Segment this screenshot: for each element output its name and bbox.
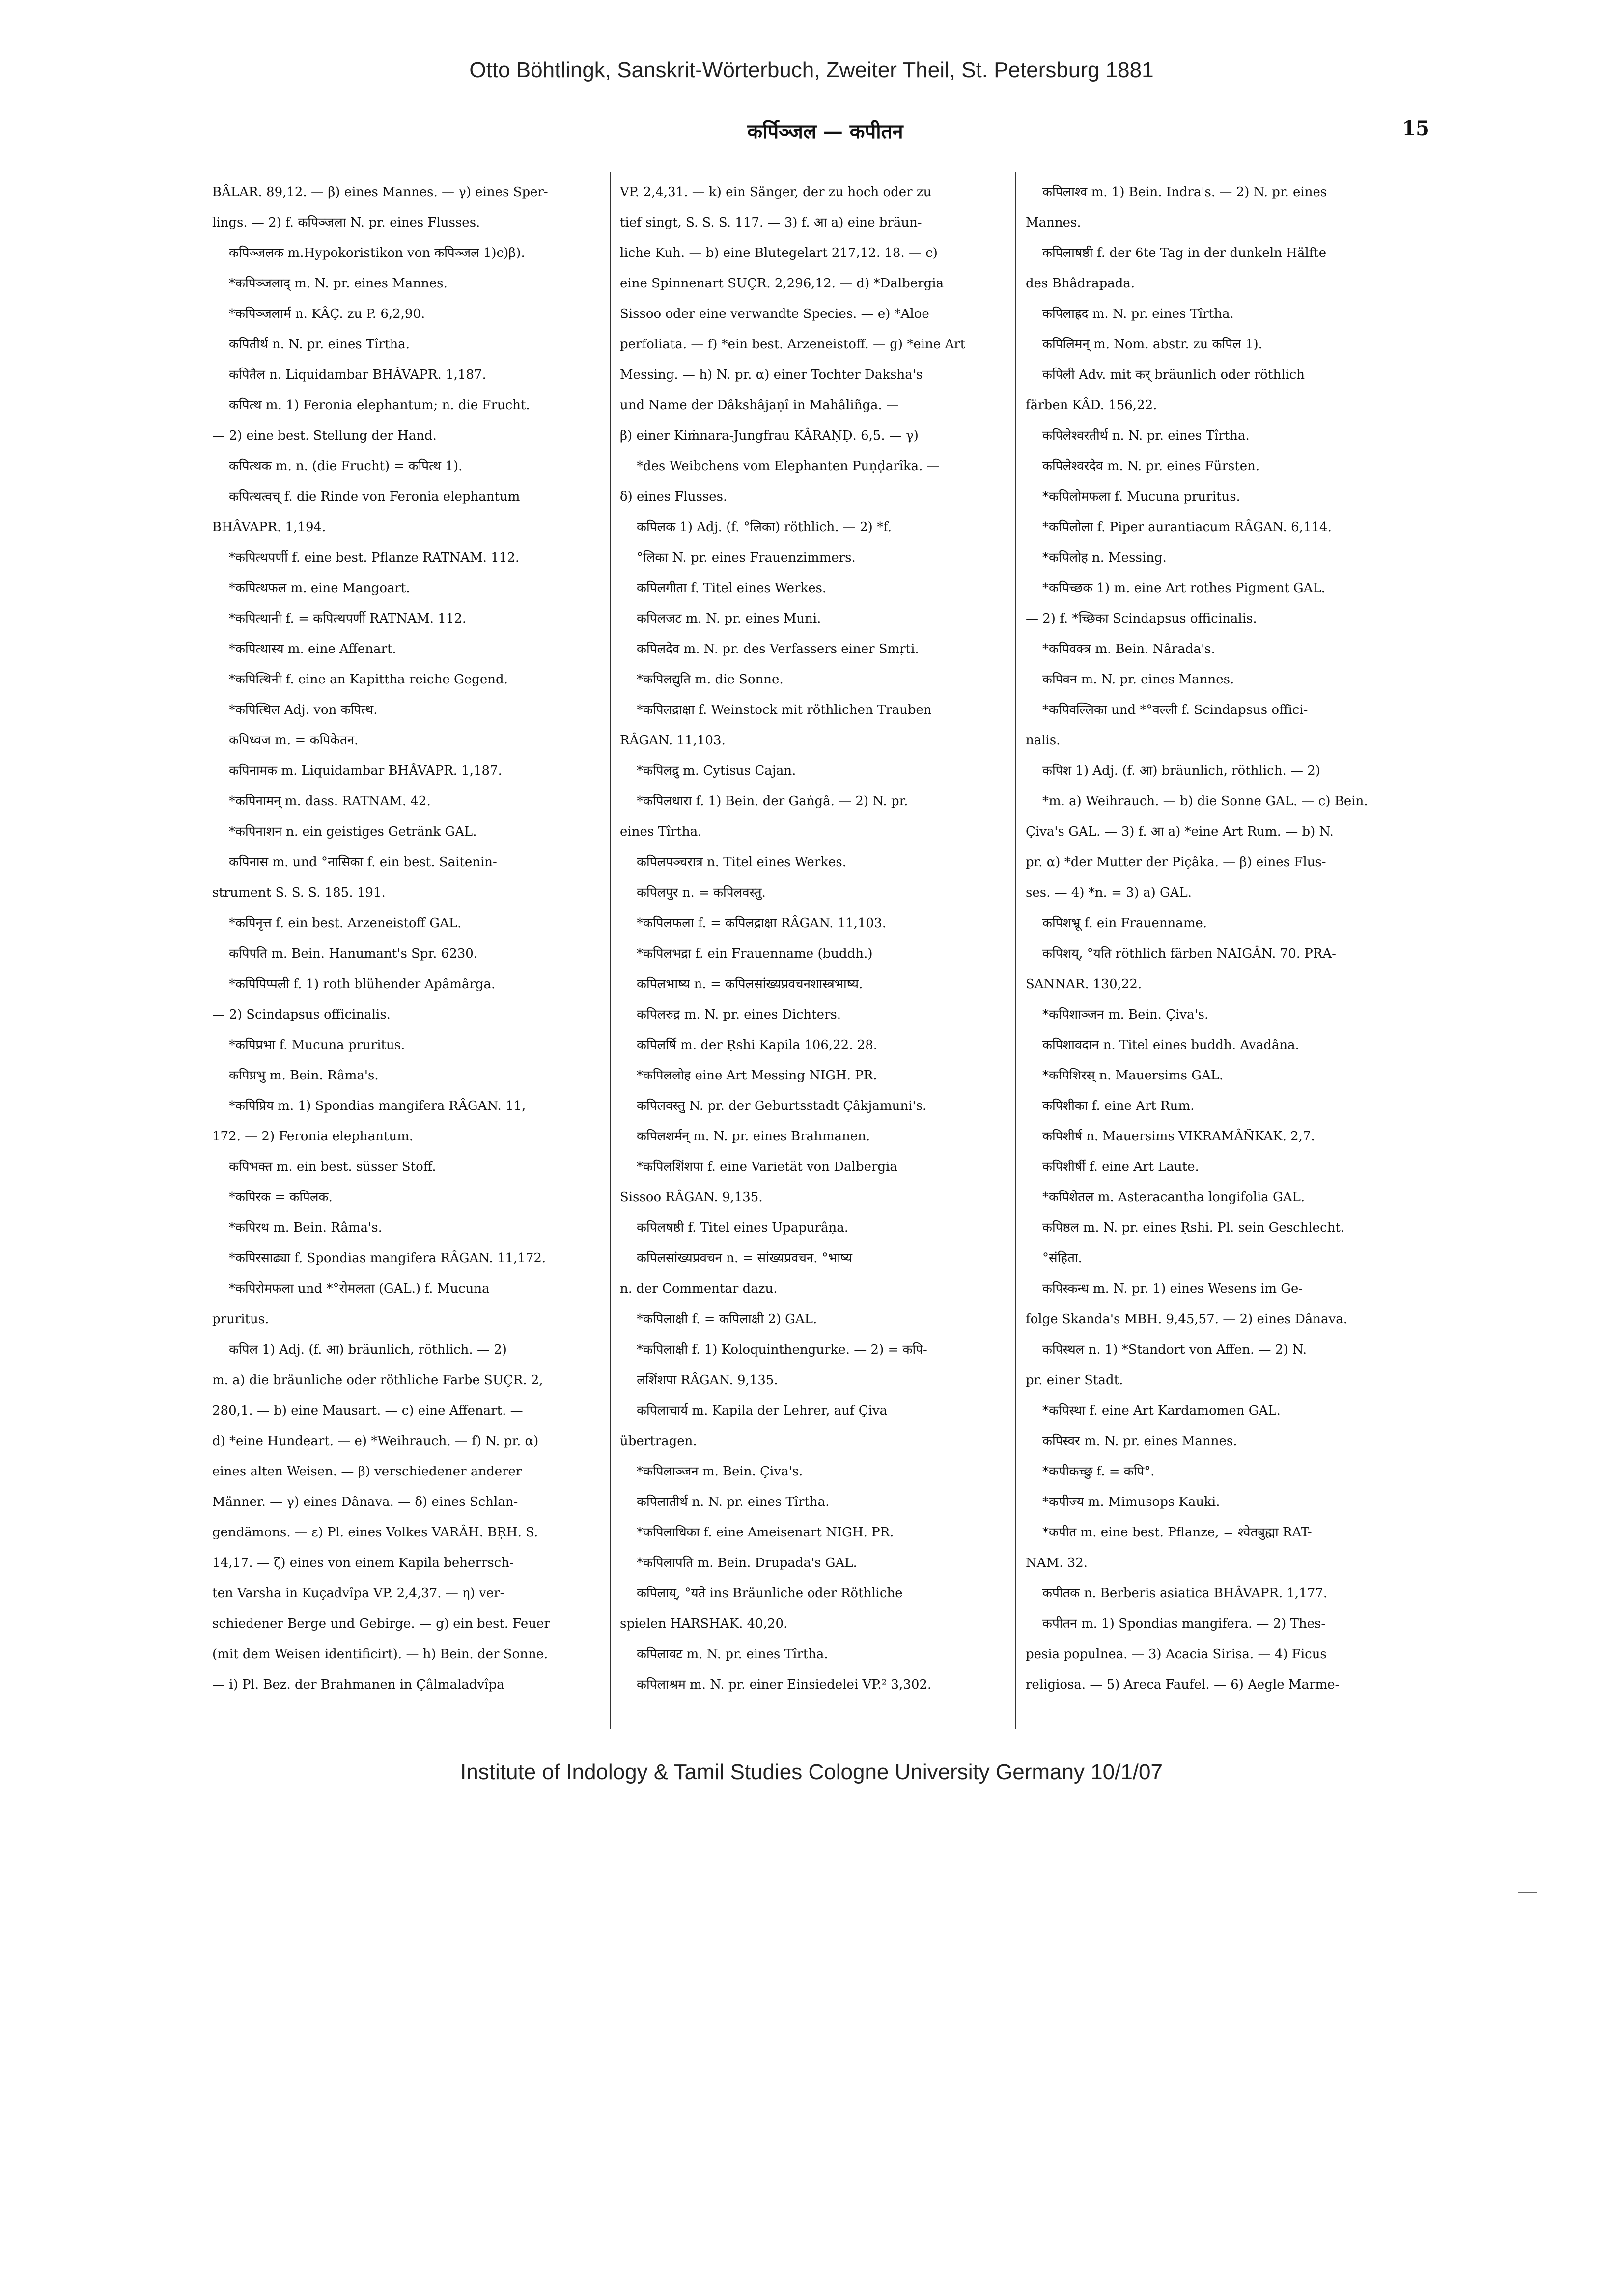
entry-line: n. der Commentar dazu.	[620, 1281, 778, 1296]
entry-line: *कपिललोह eine Art Messing NIGH. PR.	[637, 1068, 877, 1083]
entry-line: कपिशय्, °यति röthlich färben NAIGÂN. 70. PRA-	[1042, 946, 1336, 961]
entry-line: — 2) eine best. Stellung der Hand.	[212, 428, 437, 443]
entry-line: कपिशभ्रू f. ein Frauenname.	[1042, 916, 1207, 931]
entry-line: *कपिरथ m. Bein. Râma's.	[229, 1220, 382, 1235]
entry-line: कपिस्थल n. 1) *Standort von Affen. — 2) N.	[1042, 1342, 1307, 1357]
entry-line: कपिञ्जलक m.Hypokoristikon von कपिञ्जल 1)c)β).	[229, 246, 525, 260]
entry-line: übertragen.	[620, 1434, 697, 1448]
entry-line: pr. einer Stadt.	[1026, 1373, 1123, 1388]
entry-line: ten Varsha in Kuçadvîpa VP. 2,4,37. — η) ver-	[212, 1586, 504, 1601]
entry-line: *कपिञ्जलार्म n. KÂÇ. zu P. 6,2,90.	[229, 307, 425, 321]
scan-mark	[1518, 1892, 1537, 1893]
entry-line: — 2) Scindapsus officinalis.	[212, 1007, 391, 1022]
entry-line: Sissoo oder eine verwandte Species. — e) *Aloe	[620, 307, 929, 321]
entry-line: कपित्थक m. n. (die Frucht) = कपित्थ 1).	[229, 459, 463, 474]
entry-line: BÂLAR. 89,12. — β) eines Mannes. — γ) eines Sper-	[212, 185, 548, 199]
entry-line: gendämons. — ε) Pl. eines Volkes VARÂH. BṚH. S.	[212, 1525, 538, 1540]
entry-line: कपित्थ m. 1) Feronia elephantum; n. die Frucht.	[229, 398, 530, 413]
entry-line: *कपिवक्त्र m. Bein. Nârada's.	[1042, 642, 1215, 656]
column-divider	[610, 172, 611, 1729]
entry-line: *कपिपिप्पली f. 1) roth blühender Apâmârga.	[229, 977, 496, 992]
entry-line: pr. α) *der Mutter der Piçâka. — β) eines Flus-	[1026, 855, 1326, 870]
entry-line: कपिलाचार्य m. Kapila der Lehrer, auf Çiva	[637, 1403, 888, 1418]
entry-line: *कपिनामन् m. dass. RATNAM. 42.	[229, 794, 431, 809]
entry-line: कपिशीर्षी f. eine Art Laute.	[1042, 1160, 1199, 1174]
entry-line: कपितीर्थ n. N. pr. eines Tîrtha.	[229, 337, 410, 352]
entry-line: 14,17. — ζ) eines von einem Kapila beherrsch-	[212, 1556, 514, 1570]
entry-line: कपिलाश्व m. 1) Bein. Indra's. — 2) N. pr. eines	[1042, 185, 1327, 199]
entry-line: *कपित्थपर्णी f. eine best. Pflanze RATNAM. 112.	[229, 550, 520, 565]
entry-line: कपिलेश्वरदेव m. N. pr. eines Fürsten.	[1042, 459, 1260, 474]
entry-line: कपिलेश्वरतीर्थ n. N. pr. eines Tîrtha.	[1042, 428, 1250, 443]
running-head: कर्पिञ्जल — कपीतन	[747, 120, 903, 143]
entry-line: — i) Pl. Bez. der Brahmanen in Çâlmaladvîpa	[212, 1677, 504, 1692]
entry-line: *कपित्थास्य m. eine Affenart.	[229, 642, 396, 656]
page-number: 15	[1402, 117, 1429, 140]
entry-line: कपिशावदान n. Titel eines buddh. Avadâna.	[1042, 1038, 1299, 1052]
entry-line: und Name der Dâkshâjaṇî in Mahâliñga. —	[620, 398, 899, 413]
entry-line: 172. — 2) Feronia elephantum.	[212, 1129, 414, 1144]
entry-line: कपिश 1) Adj. (f. आ) bräunlich, röthlich. — 2)	[1042, 764, 1320, 778]
entry-line: pruritus.	[212, 1312, 269, 1327]
entry-line: tief singt, S. S. S. 117. — 3) f. आ a) eine bräun-	[620, 215, 922, 230]
entry-line: *des Weibchens vom Elephanten Puṇḍarîka. —	[637, 459, 940, 474]
entry-line: कपिलसांख्यप्रवचन n. = सांख्यप्रवचन. °भाष्य	[637, 1251, 853, 1266]
entry-line: *कपीकच्छु f. = कपि°.	[1042, 1464, 1155, 1479]
entry-line: *कपित्थिनी f. eine an Kapittha reiche Gegend.	[229, 672, 508, 687]
entry-line: nalis.	[1026, 733, 1061, 748]
entry-line: SANNAR. 130,22.	[1026, 977, 1142, 992]
entry-line: कपिभक्त m. ein best. süsser Stoff.	[229, 1160, 436, 1174]
entry-line: Sissoo RÂGAN. 9,135.	[620, 1190, 763, 1205]
entry-line: कपीतक n. Berberis asiatica BHÂVAPR. 1,177.	[1042, 1586, 1328, 1601]
entry-line: कपिलपञ्चरात्र n. Titel eines Werkes.	[637, 855, 846, 870]
entry-line: *कपिलोमफला f. Mucuna pruritus.	[1042, 489, 1240, 504]
entry-line: कपिलरुद्र m. N. pr. eines Dichters.	[637, 1007, 841, 1022]
entry-line: कपिपति m. Bein. Hanumant's Spr. 6230.	[229, 946, 478, 961]
entry-line: °संहिता.	[1042, 1251, 1082, 1266]
entry-line: *कपिलफला f. = कपिलद्राक्षा RÂGAN. 11,103.	[637, 916, 887, 931]
entry-line: *कपिलाधिका f. eine Ameisenart NIGH. PR.	[637, 1525, 894, 1540]
entry-line: schiedener Berge und Gebirge. — g) ein best. Feuer	[212, 1616, 550, 1631]
entry-line: कपिलिमन् m. Nom. abstr. zu कपिल 1).	[1042, 337, 1262, 352]
entry-line: religiosa. — 5) Areca Faufel. — 6) Aegle Marme-	[1026, 1677, 1340, 1692]
entry-line: *कपीज्य m. Mimusops Kauki.	[1042, 1495, 1220, 1509]
entry-line: *कपिलोह n. Messing.	[1042, 550, 1167, 565]
entry-line: कपिलजट m. N. pr. eines Muni.	[637, 611, 821, 626]
entry-line: Messing. — h) N. pr. α) einer Tochter Daksha's	[620, 368, 923, 382]
entry-line: β) einer Kiṁnara-Jungfrau KÂRAṆḌ. 6,5. — γ)	[620, 428, 919, 443]
entry-line: कपिलाय्, °यते ins Bräunliche oder Röthliche	[637, 1586, 903, 1601]
entry-line: कपिलातीर्थ n. N. pr. eines Tîrtha.	[637, 1495, 830, 1509]
entry-line: कपिनामक m. Liquidambar BHÂVAPR. 1,187.	[229, 764, 502, 778]
entry-line: *कपिशिरस् n. Mauersims GAL.	[1042, 1068, 1224, 1083]
entry-line: NAM. 32.	[1026, 1556, 1088, 1570]
entry-line: कपिस्कन्ध m. N. pr. 1) eines Wesens im Ge-	[1042, 1281, 1303, 1296]
entry-line: *कपिनाशन n. ein geistiges Getränk GAL.	[229, 824, 477, 839]
entry-line: कपिलवस्तु N. pr. der Geburtsstadt Çâkjamuni's.	[637, 1099, 927, 1113]
entry-line: pesia populnea. — 3) Acacia Sirisa. — 4) Ficus	[1026, 1647, 1327, 1662]
entry-line: lings. — 2) f. कपिञ्जला N. pr. eines Flusses.	[212, 215, 480, 230]
entry-line: कपिनास m. und °नासिका f. ein best. Saitenin-	[229, 855, 497, 870]
entry-line: *कपीत m. eine best. Pflanze, = श्वेतबुह्मा RAT-	[1042, 1525, 1312, 1540]
document-footer: Institute of Indology & Tamil Studies Cologne University Germany 10/1/07	[460, 1760, 1163, 1784]
entry-line: *कपिलद्युति m. die Sonne.	[637, 672, 784, 687]
entry-line: कपिलषष्ठी f. Titel eines Upapurâṇa.	[637, 1220, 849, 1235]
entry-line: कपिध्वज m. = कपिकेतन.	[229, 733, 359, 748]
document-header: Otto Böhtlingk, Sanskrit-Wörterbuch, Zweiter Theil, St. Petersburg 1881	[469, 58, 1154, 82]
entry-line: कपिलाह्रद m. N. pr. eines Tîrtha.	[1042, 307, 1234, 321]
entry-line: Mannes.	[1026, 215, 1081, 230]
entry-line: m. a) die bräunliche oder röthliche Farbe SUÇR. 2,	[212, 1373, 543, 1388]
entry-line: *कपिप्रभा f. Mucuna pruritus.	[229, 1038, 405, 1052]
entry-line: *कपिरक = कपिलक.	[229, 1190, 333, 1205]
entry-line: *कपिलाक्षी f. = कपिलाक्षी 2) GAL.	[637, 1312, 817, 1327]
entry-line: कपिलगीता f. Titel eines Werkes.	[637, 581, 827, 595]
entry-line: eines Tîrtha.	[620, 824, 702, 839]
entry-line: d) *eine Hundeart. — e) *Weihrauch. — f) N. pr. α)	[212, 1434, 539, 1448]
entry-line: कपिलावट m. N. pr. eines Tîrtha.	[637, 1647, 828, 1662]
dictionary-column-1	[212, 177, 605, 1729]
entry-line: Çiva's GAL. — 3) f. आ a) *eine Art Rum. — b) N.	[1026, 824, 1334, 839]
entry-line: des Bhâdrapada.	[1026, 276, 1135, 291]
entry-line: VP. 2,4,31. — k) ein Sänger, der zu hoch oder zu	[620, 185, 932, 199]
entry-line: *कपिलद्रु m. Cytisus Cajan.	[637, 764, 796, 778]
entry-line: *कपिलोला f. Piper aurantiacum RÂGAN. 6,114.	[1042, 520, 1332, 535]
entry-line: BHÂVAPR. 1,194.	[212, 520, 326, 535]
entry-line: *कपिलभद्रा f. ein Frauenname (buddh.)	[637, 946, 873, 961]
entry-line: *कपिलशिंशपा f. eine Varietät von Dalbergia	[637, 1160, 897, 1174]
entry-line: कपिस्वर m. N. pr. eines Mannes.	[1042, 1434, 1237, 1448]
entry-line: *कपिलाक्षी f. 1) Koloquinthengurke. — 2) = कपि-	[637, 1342, 927, 1357]
entry-line: कपिलर्षि m. der Ṛshi Kapila 106,22. 28.	[637, 1038, 878, 1052]
entry-line: कपिलाषष्ठी f. der 6te Tag in der dunkeln Hälfte	[1042, 246, 1327, 260]
entry-line: कपिलपुर n. = कपिलवस्तु.	[637, 885, 766, 900]
entry-line: *कपिलधारा f. 1) Bein. der Gaṅgâ. — 2) N. pr.	[637, 794, 908, 809]
entry-line: folge Skanda's MBH. 9,45,57. — 2) eines Dânava.	[1026, 1312, 1348, 1327]
column-divider	[1015, 172, 1016, 1729]
entry-line: *कपिरोमफला und *°रोमलता (GAL.) f. Mucuna	[229, 1281, 490, 1296]
entry-line: कपीतन m. 1) Spondias mangifera. — 2) Thes-	[1042, 1616, 1326, 1631]
entry-line: — 2) f. *च्छिका Scindapsus officinalis.	[1026, 611, 1257, 626]
entry-line: ses. — 4) *n. = 3) a) GAL.	[1026, 885, 1192, 900]
entry-line: *कपिशाञ्जन m. Bein. Çiva's.	[1042, 1007, 1209, 1022]
entry-line: liche Kuh. — b) eine Blutegelart 217,12. 18. — c)	[620, 246, 938, 260]
entry-line: färben KÂD. 156,22.	[1026, 398, 1157, 413]
entry-line: 280,1. — b) eine Mausart. — c) eine Affenart. —	[212, 1403, 523, 1418]
entry-line: कपिलाश्रम m. N. pr. einer Einsiedelei VP.² 3,302.	[637, 1677, 932, 1692]
entry-line: कपिलशर्मन् m. N. pr. eines Brahmanen.	[637, 1129, 870, 1144]
entry-line: *कपित्थिल Adj. von कपित्थ.	[229, 703, 378, 717]
entry-line: कपिल 1) Adj. (f. आ) bräunlich, röthlich. — 2)	[229, 1342, 507, 1357]
entry-line: कपिशीर्ष n. Mauersims VIKRAMÂÑKAK. 2,7.	[1042, 1129, 1315, 1144]
entry-line: कपिलदेव m. N. pr. des Verfassers einer Smṛti.	[637, 642, 919, 656]
entry-line: *कपिच्छक 1) m. eine Art rothes Pigment GAL.	[1042, 581, 1325, 595]
entry-line: Männer. — γ) eines Dânava. — δ) eines Schlan-	[212, 1495, 518, 1509]
entry-line: strument S. S. S. 185. 191.	[212, 885, 386, 900]
entry-line: eine Spinnenart SUÇR. 2,296,12. — d) *Dalbergia	[620, 276, 944, 291]
entry-line: *कपिलाञ्जन m. Bein. Çiva's.	[637, 1464, 803, 1479]
entry-line: कपिप्रभु m. Bein. Râma's.	[229, 1068, 379, 1083]
entry-line: *कपिरसाढ्या f. Spondias mangifera RÂGAN. 11,172.	[229, 1251, 546, 1266]
entry-line: कपितैल n. Liquidambar BHÂVAPR. 1,187.	[229, 368, 486, 382]
entry-line: *कपिशेतल m. Asteracantha longifolia GAL.	[1042, 1190, 1305, 1205]
entry-line: RÂGAN. 11,103.	[620, 733, 726, 748]
entry-line: δ) eines Flusses.	[620, 489, 728, 504]
entry-line: *कपिस्था f. eine Art Kardamomen GAL.	[1042, 1403, 1281, 1418]
entry-line: कपिलक 1) Adj. (f. °लिका) röthlich. — 2) *f.	[637, 520, 892, 535]
entry-line: कपित्थत्वच् f. die Rinde von Feronia elephantum	[229, 489, 520, 504]
entry-line: eines alten Weisen. — β) verschiedener anderer	[212, 1464, 522, 1479]
dictionary-column-3	[1026, 177, 1419, 1729]
entry-line: (mit dem Weisen identificirt). — h) Bein. der Sonne.	[212, 1647, 548, 1662]
entry-line: °लिका N. pr. eines Frauenzimmers.	[637, 550, 856, 565]
entry-line: कपिशीका f. eine Art Rum.	[1042, 1099, 1195, 1113]
entry-line: कपिष्ठल m. N. pr. eines Ṛshi. Pl. sein Geschlecht.	[1042, 1220, 1345, 1235]
entry-line: *कपिलापति m. Bein. Drupada's GAL.	[637, 1556, 857, 1570]
entry-line: कपिलभाष्य n. = कपिलसांख्यप्रवचनशास्त्रभाष्य.	[637, 977, 863, 992]
entry-line: perfoliata. — f) *ein best. Arzeneistoff. — g) *eine Art	[620, 337, 966, 352]
entry-line: *कपिप्रिय m. 1) Spondias mangifera RÂGAN. 11,	[229, 1099, 526, 1113]
entry-line: *कपिञ्जलाद् m. N. pr. eines Mannes.	[229, 276, 448, 291]
entry-line: कपिली Adv. mit कर् bräunlich oder röthlich	[1042, 368, 1305, 382]
entry-line: *कपिलद्राक्षा f. Weinstock mit röthlichen Trauben	[637, 703, 932, 717]
entry-line: *m. a) Weihrauch. — b) die Sonne GAL. — c) Bein.	[1042, 794, 1368, 809]
entry-line: लशिंशपा RÂGAN. 9,135.	[637, 1373, 778, 1388]
entry-line: कपिवन m. N. pr. eines Mannes.	[1042, 672, 1234, 687]
entry-line: spielen HARSHAK. 40,20.	[620, 1616, 788, 1631]
entry-line: *कपिनृत्त f. ein best. Arzeneistoff GAL.	[229, 916, 462, 931]
entry-line: *कपित्थानी f. = कपित्थपर्णी RATNAM. 112.	[229, 611, 467, 626]
entry-line: *कपिवल्लिका und *°वल्ली f. Scindapsus offici-	[1042, 703, 1308, 717]
entry-line: *कपित्थफल m. eine Mangoart.	[229, 581, 410, 595]
dictionary-column-2	[620, 177, 1013, 1729]
